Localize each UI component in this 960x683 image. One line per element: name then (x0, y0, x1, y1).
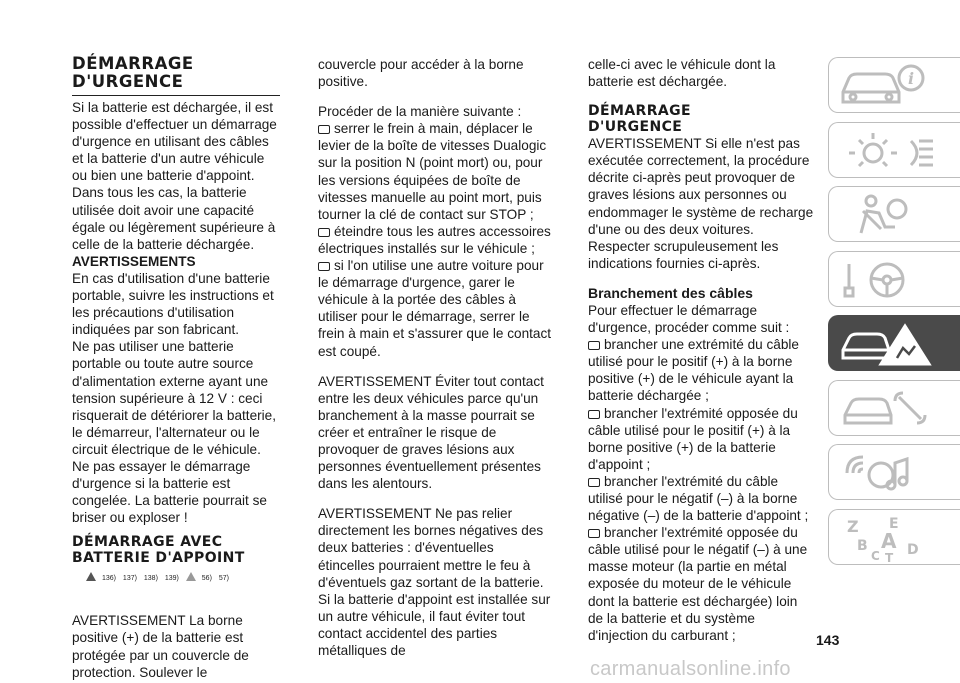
column-2 (318, 56, 554, 659)
warning-voltage: Ne pas utiliser une batterie portable ou toute autre source d'alimentation externe ayant une tension supérieure à 12 V : ceci risquerait de détériorer la batterie, le démarreur, l'alternateur ou le circuit électrique de le véhicule. (72, 339, 277, 457)
alphabetical-index-icon (837, 514, 947, 562)
procedure-intro: Procéder de la manière suivante : (318, 104, 522, 120)
ref-note[interactable]: 56) (201, 575, 212, 583)
warning-procedure: AVERTISSEMENT Si elle n'est pas exécutée correctement, la procédure décrite ci-après peut provoquer de graves lésions aux personnes ou endommager le système de recharge d'une ou des deux voitures. Respecter scrupuleusement les indications fournies ci-après. (588, 136, 814, 271)
bullet-icon (588, 410, 600, 419)
list-item: si l'on utilise une autre voiture pour le démarrage d'urgence, garer le véhicule à la portée des câbles à utiliser pour le démarrage, serrer le frein à main et s'assurer que le contact est coupé. (318, 258, 552, 359)
tab-multimedia[interactable] (828, 444, 960, 500)
subheading-cable-connection: Branchement des câbles (588, 284, 753, 301)
tab-emergency[interactable] (828, 315, 960, 371)
car-emergency-icon (837, 320, 947, 368)
steering-key-icon (837, 256, 947, 304)
seat-safety-icon (837, 191, 947, 239)
svg-text:B: B (857, 537, 868, 554)
dashboard-lights-icon (837, 127, 947, 175)
warning-vehicle-contact: AVERTISSEMENT Éviter tout contact entre les deux véhicules parce qu'un branchement à la masse pourrait se créer et entraîner le risque de provoquer de graves lésions aux personnes éventuellement présentes dans les alentours. (318, 373, 544, 492)
continued-paragraph: celle-ci avec le véhicule dont la batterie est déchargée. (588, 57, 776, 90)
column-3 (588, 56, 814, 644)
ref-note[interactable]: 139) (164, 575, 179, 583)
list-item: serrer le frein à main, déplacer le levier de la boîte de vitesses Dualogic sur la position N (point mort) ou, pour les versions équipées de boîte de vitesses manuelle au point mort, puis tourner la clé de contact sur STOP ; (318, 121, 547, 222)
svg-text:Z: Z (847, 516, 859, 536)
svg-text:C: C (871, 548, 880, 562)
tab-car-info[interactable] (828, 57, 960, 113)
heading-demarrage-durgence-line1: DÉMARRAGE (588, 103, 692, 120)
car-maintenance-icon (837, 385, 947, 433)
continued-paragraph: couvercle pour accéder à la borne positive. (318, 57, 524, 90)
caution-triangle-icon (186, 572, 196, 581)
heading-battery-boost-line2: BATTERIE D'APPOINT (72, 549, 245, 566)
warning-frozen-battery: Ne pas essayer le démarrage d'urgence si la batterie est congelée. La batterie pourrait se briser ou exploser ! (72, 458, 267, 526)
car-info-icon (837, 62, 947, 110)
warning-portable-battery: En cas d'utilisation d'une batterie portable, suivre les instructions et les précautions d'utilisation indiquées par son fabricant. (72, 270, 274, 338)
tab-seat-safety[interactable] (828, 186, 960, 242)
tab-steering-key[interactable] (828, 251, 960, 307)
list-item: brancher l'extrémité du câble utilisé pour le négatif (–) à la borne négative (–) de la batterie d'appoint ; (588, 473, 809, 524)
bullet-icon (318, 125, 330, 134)
tab-index[interactable] (828, 509, 960, 565)
procedure-intro: Pour effectuer le démarrage d'urgence, procéder comme suit : (588, 302, 790, 336)
ref-note[interactable]: 137) (122, 575, 137, 583)
svg-text:D: D (907, 541, 919, 558)
ref-note[interactable]: 136) (101, 575, 116, 583)
heading-rule (72, 95, 280, 96)
warnings-title: AVERTISSEMENTS (72, 253, 196, 269)
heading-battery-boost-line1: DÉMARRAGE AVEC (72, 534, 223, 551)
page-number: 143 (816, 632, 840, 648)
bullet-icon (318, 262, 330, 271)
intro-paragraph: Si la batterie est déchargée, il est possible d'effectuer un démarrage d'urgence en utilisant des câbles et la batterie d'un autre véhicule ou bien une batterie d'appoint. Dans tous les cas, la batterie utilisée doit avoir une capacité égale ou légèrement supérieure à celle de la batterie déchargée. (72, 100, 277, 252)
ref-note[interactable]: 138) (143, 575, 158, 583)
bullet-icon (588, 341, 600, 350)
tab-maintenance[interactable] (828, 380, 960, 436)
warning-positive-terminal: AVERTISSEMENT La borne positive (+) de la batterie est protégée par un couvercle de protection. Soulever le (72, 613, 249, 680)
warning-triangle-icon (86, 572, 96, 581)
list-item: brancher l'extrémité opposée du câble utilisé pour le négatif (–) à une masse moteur (la partie en métal exposée du moteur de le véhicule dont la batterie est déchargée) loin de la batterie et du système d'injection du carburant ; (588, 525, 808, 643)
heading-demarrage-durgence-line2: D'URGENCE (72, 72, 184, 91)
list-item: brancher une extrémité du câble utilisé pour le positif (+) à la borne positive (+) de le véhicule ayant la batterie déchargée ; (588, 337, 799, 404)
multimedia-icon (837, 449, 947, 497)
heading-demarrage-durgence-line2: D'URGENCE (588, 118, 683, 135)
bullet-icon (318, 228, 330, 237)
bullet-icon (588, 529, 600, 538)
bullet-icon (588, 478, 600, 487)
ref-note[interactable]: 57) (218, 575, 229, 583)
watermark: carmanualsonline.info (590, 658, 791, 680)
list-item: brancher l'extrémité opposée du câble utilisé pour le positif (+) à la borne positive (+) de la batterie d'appoint ; (588, 405, 798, 472)
svg-text:A: A (881, 528, 897, 553)
svg-text:i: i (908, 69, 915, 88)
heading-demarrage-durgence-line1: DÉMARRAGE (72, 54, 194, 73)
reference-notes (86, 572, 280, 584)
svg-text:T: T (885, 550, 894, 562)
column-1 (72, 55, 280, 681)
tab-dashboard-lights[interactable] (828, 122, 960, 178)
warning-negative-terminals: AVERTISSEMENT Ne pas relier directement les bornes négatives des deux batteries : d'éventuelles étincelles pourraient mettre le feu à d'éventuels gaz sortant de la batterie. Si la batterie d'appoint est installée sur un autre véhicule, il faut éviter tout contact accidentel des parties métalliques de (318, 506, 551, 658)
chapter-tabs (828, 57, 960, 573)
svg-text:E: E (889, 515, 899, 532)
list-item: éteindre tous les autres accessoires électriques installés sur le véhicule ; (318, 223, 551, 256)
